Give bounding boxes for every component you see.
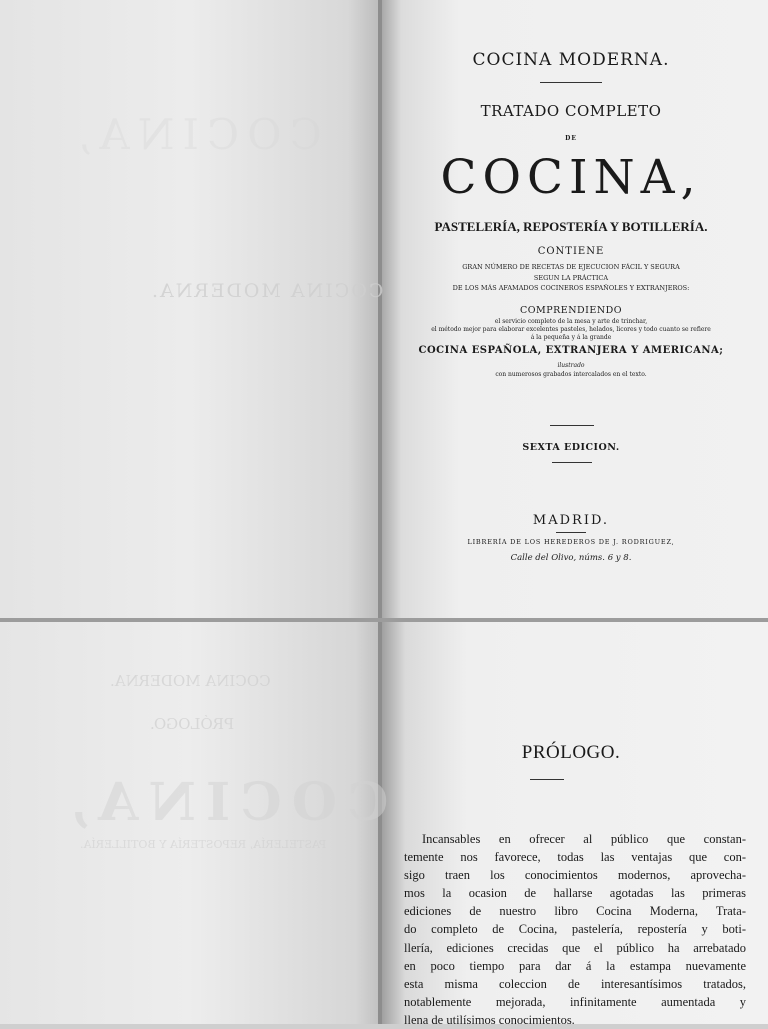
prologue-line: en poco tiempo para dar á la estampa nuevamente: [404, 958, 746, 973]
contiene-line: DE LOS MÁS AFAMADOS COCINEROS ESPAÑOLES Y EXTRANJEROS:: [452, 284, 690, 292]
publisher-line: LIBRERÍA DE LOS HEREDEROS DE J. RODRIGUEZ,: [467, 538, 675, 546]
contiene-heading: CONTIENE: [537, 246, 605, 257]
prologue-line: do completo de Cocina, pastelería, repostería y boti-: [404, 922, 746, 937]
comprendiendo-line: el servicio completo de la mesa y arte de trinchar,: [494, 318, 648, 325]
book-gutter: [378, 0, 382, 1024]
prologue-body: [404, 830, 746, 1029]
prologue-line: Incansables en ofrecer al público que constan-: [422, 832, 746, 846]
prologue-line: llería, ediciones crecidas que el público ha arrebatado: [404, 940, 746, 955]
main-title: COCINA,: [440, 150, 702, 205]
divider-rule: [540, 82, 602, 83]
divider-rule: [556, 532, 586, 533]
title-connector: DE: [565, 135, 577, 142]
show-through-text: PASTELERÍA, REPOSTERÍA Y BOTILLERÍA.: [80, 838, 327, 851]
show-through-text: COCINA,: [70, 110, 322, 159]
prologue-line: ediciones de nuestro libro Cocina Moderna, Trata-: [404, 904, 746, 919]
prologue-heading: PRÓLOGO.: [521, 742, 621, 763]
prologue-line: mos la ocasion de hallarse agotadas las primeras: [404, 886, 746, 901]
edition-label: SEXTA EDICION.: [522, 442, 620, 453]
page-divider: [0, 618, 768, 622]
show-through-text: COCINA MODERNA.: [110, 672, 271, 690]
comprendiendo-heading: COMPRENDIENDO: [519, 305, 623, 316]
divider-rule: [550, 425, 594, 426]
show-through-text: COCINA,: [60, 772, 389, 833]
prologue-line: esta misma coleccion de interesantísimos tratados,: [404, 976, 746, 991]
divider-rule: [530, 779, 564, 780]
specialties-line: PASTELERÍA, REPOSTERÍA Y BOTILLERÍA.: [434, 219, 708, 234]
publisher-address: Calle del Olivo, núms. 6 y 8.: [510, 553, 632, 563]
show-through-text: COCINA MODERNA.: [150, 280, 384, 302]
prologue-line: temente nos favorece, todas las ventajas que con-: [404, 850, 746, 865]
ilustrado-line: con numerosos grabados intercalados en el texto.: [495, 371, 647, 378]
comprendiendo-line: á la pequeña y á la grande: [530, 334, 612, 341]
prologue-line: sigo traen los conocimientos modernos, aprovecha-: [404, 868, 746, 883]
subtitle: TRATADO COMPLETO: [480, 102, 662, 120]
comprendiendo-line: el método mejor para elaborar excelentes pasteles, helados, licores y todo cuanto se refiere: [431, 326, 711, 333]
show-through-text: PRÓLOGO.: [150, 715, 235, 733]
imprint-city: MADRID.: [532, 513, 610, 528]
series-title: COCINA MODERNA.: [472, 50, 670, 70]
left-page-top: [0, 0, 378, 618]
divider-rule: [552, 462, 592, 463]
contiene-line: SEGUN LA PRÁCTICA: [533, 274, 609, 282]
contiene-line: GRAN NÚMERO DE RECETAS DE EJECUCION FÁCIL Y SEGURA: [462, 263, 680, 271]
cuisines-line: COCINA ESPAÑOLA, EXTRANJERA Y AMERICANA;: [418, 345, 724, 356]
ilustrado-label: ilustrado: [557, 362, 585, 369]
prologue-line: llena de utilísimos conocimientos.: [404, 1012, 575, 1027]
prologue-line: notablemente mejorada, infinitamente aumentada y: [404, 994, 746, 1009]
